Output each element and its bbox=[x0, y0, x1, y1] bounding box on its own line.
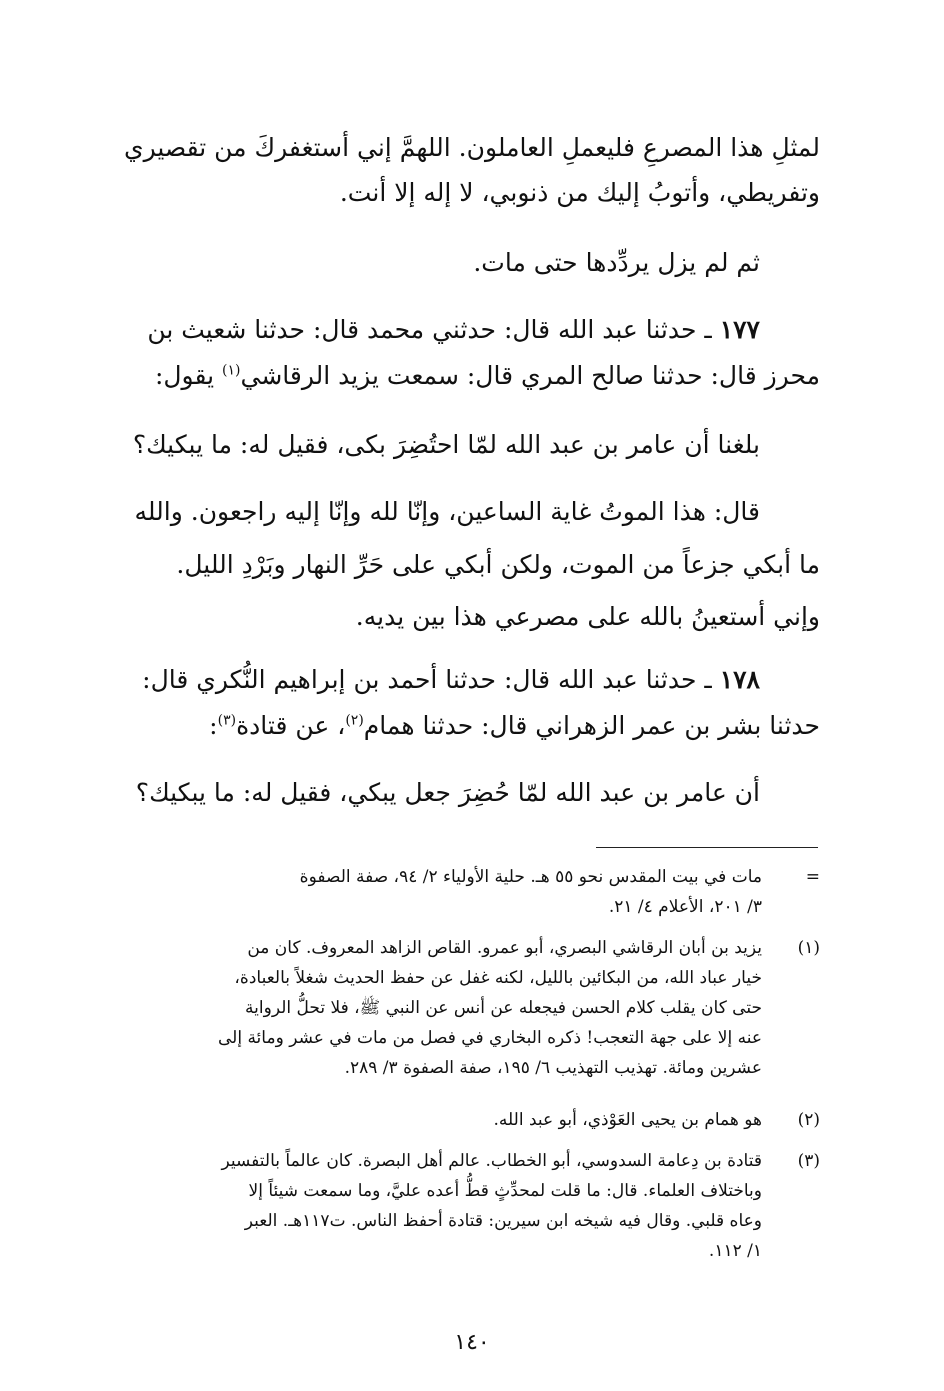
hadith-178-text: ـ حدثنا عبد الله قال: حدثنا أحمد بن إبراهيم النُّكري قال: bbox=[142, 665, 712, 694]
hadith-177-isnad: محرز قال: حدثنا صالح المري قال: سمعت يزيد الرقاشي bbox=[240, 361, 820, 390]
paragraph-7: أن عامر بن عبد الله لمّا حُضِرَ جعل يبكي، فقيل له: ما يبكيك؟ bbox=[135, 778, 760, 807]
hadith-178-line-2 bbox=[209, 706, 820, 746]
footnote-line: عشرين ومائة. تهذيب التهذيب ٦/ ١٩٥، صفة الصفوة ٣/ ٢٨٩. bbox=[344, 1058, 762, 1078]
paragraph-1-line-1: لمثلِ هذا المصرعِ فليعملِ العاملون. اللهمَّ إني أستغفركَ من تقصيري bbox=[124, 133, 820, 162]
footnote-mark: = bbox=[805, 867, 820, 887]
hadith-177-number: ١٧٧ bbox=[719, 315, 760, 344]
footnote-line: يزيد بن أبان الرقاشي البصري، أبو عمرو. القاص الزاهد المعروف. كان من bbox=[247, 938, 762, 958]
page-number: ١٤٠ bbox=[454, 1330, 490, 1355]
footnote-ref-1: (١) bbox=[222, 362, 241, 379]
hadith-178-line-1 bbox=[142, 660, 760, 700]
hadith-177-line-1 bbox=[147, 310, 760, 350]
footnote-text bbox=[222, 1146, 763, 1266]
paragraph-4: بلغنا أن عامر بن عبد الله لمّا احتُضِرَ بكى، فقيل له: ما يبكيك؟ bbox=[132, 430, 760, 459]
paragraph-5-line-3: وإني أستعينُ بالله على مصرعي هذا بين يديه. bbox=[355, 602, 820, 631]
hadith-178-end: : bbox=[209, 711, 218, 740]
hadith-177-line-2 bbox=[155, 356, 820, 396]
footnote-line: عنه إلا على جهة التعجب! ذكره البخاري في فصل من مات في عشر ومائة إلى bbox=[217, 1028, 762, 1048]
footnote-ref-2: (٢) bbox=[345, 712, 364, 729]
footnote-mark: (٢) bbox=[797, 1110, 820, 1130]
footnote-line: مات في بيت المقدس نحو ٥٥ هـ. حلية الأولياء ٢/ ٩٤، صفة الصفوة bbox=[299, 867, 762, 887]
footnote-line: ١/ ١١٢. bbox=[708, 1241, 762, 1261]
footnote-mark: (٣) bbox=[797, 1151, 820, 1171]
footnote-text bbox=[300, 862, 762, 922]
footnote-line: هو همام بن يحيى العَوْذي، أبو عبد الله. bbox=[493, 1110, 762, 1130]
footnote-line: وعاه قلبي. وقال فيه شيخه ابن سيرين: قتادة أحفظ الناس. ت١١٧هـ. العبر bbox=[244, 1211, 762, 1231]
footnote-text bbox=[218, 933, 762, 1083]
footnote-line: قتادة بن دِعامة السدوسي، أبو الخطاب. عالم أهل البصرة. كان عالماً بالتفسير bbox=[221, 1151, 762, 1171]
hadith-177-text: ـ حدثنا عبد الله قال: حدثني محمد قال: حدثنا شعيث بن bbox=[147, 315, 712, 344]
paragraph-5-line-2: ما أبكي جزعاً من الموت، ولكن أبكي على حَرِّ النهار وبَرْدِ الليل. bbox=[176, 550, 820, 579]
footnote-text bbox=[494, 1105, 762, 1135]
footnote-line: ٣/ ٢٠١، الأعلام ٤/ ٢١. bbox=[608, 897, 762, 917]
hadith-178-isnad-2: ، عن قتادة bbox=[236, 711, 346, 740]
footnote-mark: (١) bbox=[797, 938, 820, 958]
paragraph-5-line-1: قال: هذا الموتُ غاية الساعين، وإنّا لله وإنّا إليه راجعون. والله bbox=[134, 497, 760, 526]
footnote-line: وباختلاف العلماء. قال: ما قلت لمحدِّثٍ قطُّ أعده عليَّ، وما سمعت شيئاً إلا bbox=[248, 1181, 762, 1201]
hadith-178-isnad: حدثنا بشر بن عمر الزهراني قال: حدثنا همام bbox=[363, 711, 820, 740]
footnote-line: خيار عباد الله، من البكائين بالليل، لكنه غفل عن حفظ الحديث شغلاً بالعبادة، bbox=[234, 968, 762, 988]
footnote-separator bbox=[596, 847, 818, 848]
hadith-177-end: يقول: bbox=[154, 361, 223, 390]
footnote-ref-3: (٣) bbox=[217, 712, 237, 729]
footnote-line: حتى كان يقلب كلام الحسن فيجعله عن أنس عن النبي ﷺ، فلا تحلُّ الرواية bbox=[245, 998, 762, 1018]
hadith-178-number: ١٧٨ bbox=[719, 665, 760, 694]
paragraph-2: ثم لم يزل يردِّدها حتى مات. bbox=[473, 248, 760, 277]
paragraph-1-line-2: وتفريطي، وأتوبُ إليك من ذنوبي، لا إله إلا أنت. bbox=[339, 178, 820, 207]
